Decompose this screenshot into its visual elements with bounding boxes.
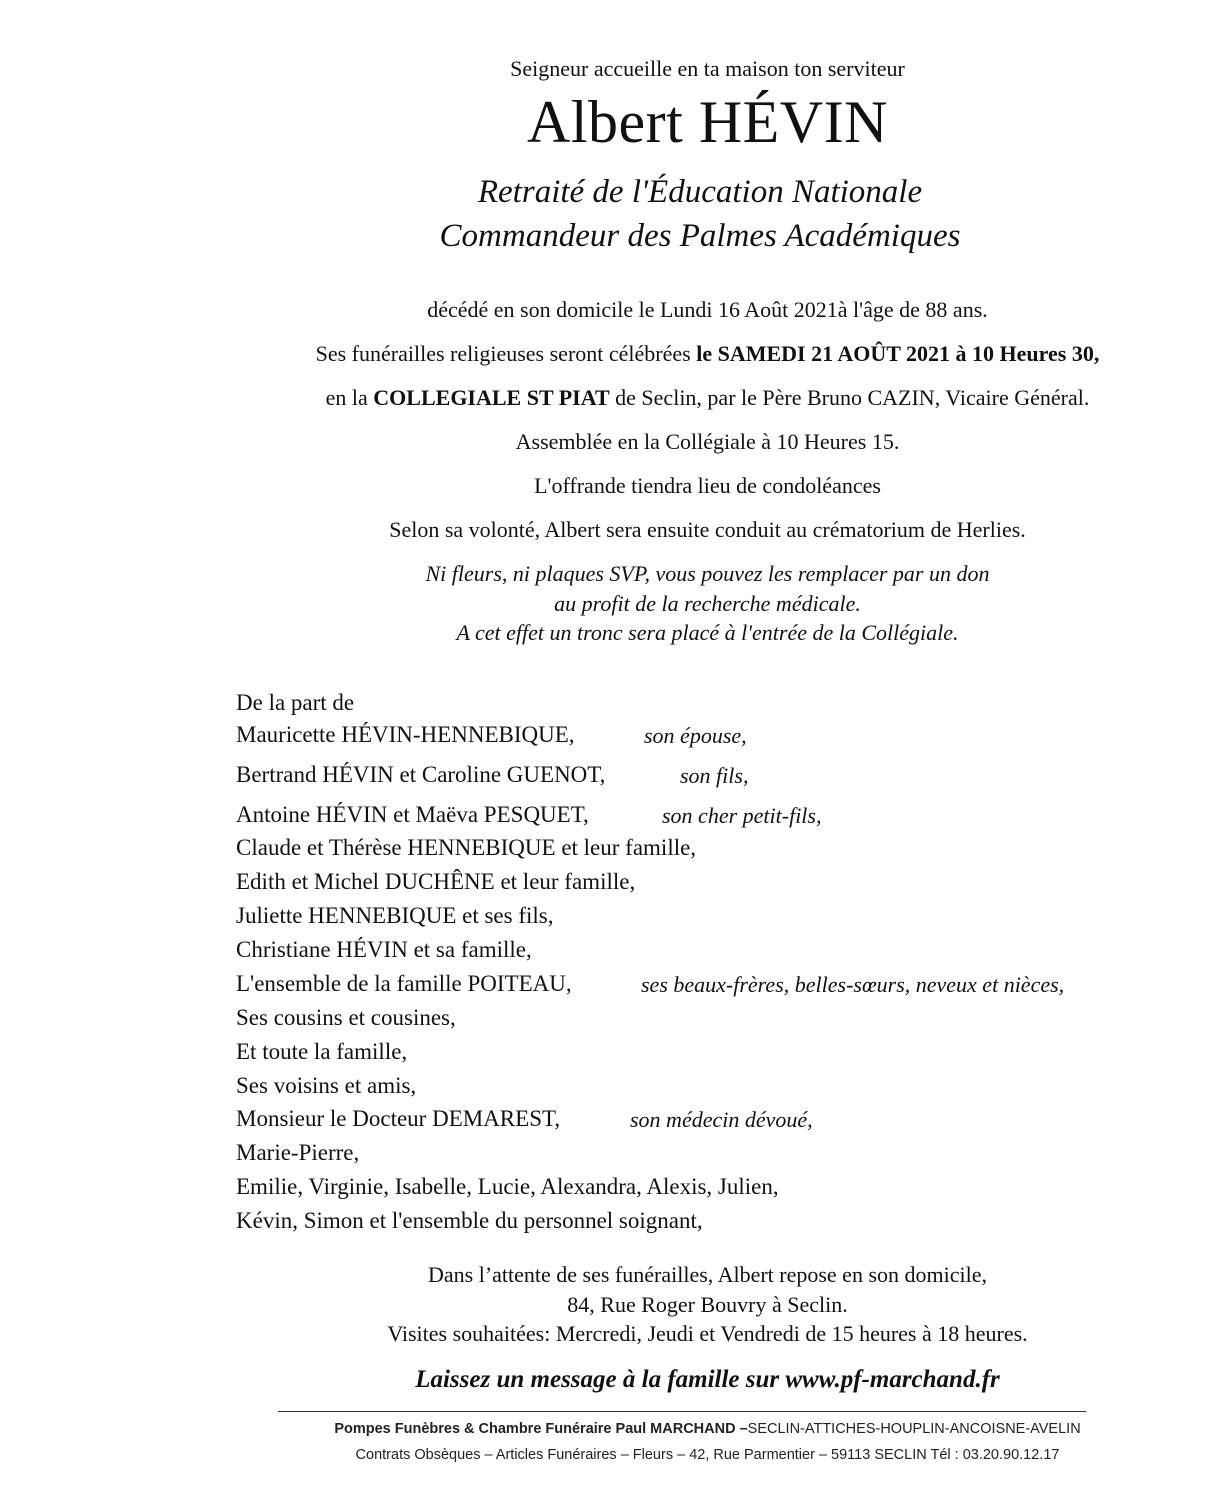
family-line: Ses voisins et amis, — [236, 1073, 417, 1098]
family-line: Christiane HÉVIN et sa famille, — [236, 937, 532, 962]
cremation-line: Selon sa volonté, Albert sera ensuite conduit au crématorium de Herlies. — [389, 517, 1026, 542]
death-line: décédé en son domicile le Lundi 16 Août 2021à l'âge de 88 ans. — [427, 297, 988, 322]
family-line: L'ensemble de la famille POITEAU, ses beaux-frères, belles-sœurs, neveux et nièces, — [236, 971, 1065, 997]
family-line: Mauricette HÉVIN-HENNEBIQUE, son épouse, — [236, 722, 747, 748]
relation: son fils, — [680, 763, 749, 788]
deceased-name: Albert HÉVIN — [527, 89, 888, 155]
family-line: Antoine HÉVIN et Maëva PESQUET, son cher petit-fils, — [236, 802, 822, 828]
footer-company: Pompes Funèbres & Chambre Funéraire Paul MARCHAND – — [334, 1421, 748, 1437]
footer-divider — [278, 1411, 1086, 1412]
intro-line: Seigneur accueille en ta maison ton serviteur — [510, 56, 905, 81]
repose-line-1: Dans l’attente de ses funérailles, Albert repose en son domicile, — [428, 1262, 987, 1287]
family-line: Bertrand HÉVIN et Caroline GUENOT, son fils, — [236, 762, 749, 788]
family-line: Juliette HENNEBIQUE et ses fils, — [236, 903, 554, 928]
family-line: Et toute la famille, — [236, 1039, 408, 1064]
footer-line-2: Contrats Obsèques – Articles Funéraires – Fleurs – 42, Rue Parmentier – 59113 SECLIN Tél : 03.20.90.12.17 — [355, 1447, 1060, 1463]
place-suffix: de Seclin, par le Père Bruno CAZIN, Vicaire Général. — [609, 385, 1090, 410]
funeral-date: le SAMEDI 21 AOÛT 2021 à 10 Heures 30, — [696, 341, 1100, 366]
footer-line-1 — [250, 1421, 1165, 1437]
visits-line: Visites souhaitées: Mercredi, Jeudi et Vendredi de 15 heures à 18 heures. — [387, 1321, 1028, 1346]
message-link[interactable]: Laissez un message à la famille sur www.pf-marchand.fr — [415, 1366, 1000, 1393]
footer-towns: SECLIN-ATTICHES-HOUPLIN-ANCOISNE-AVELIN — [747, 1421, 1081, 1437]
family-line: Monsieur le Docteur DEMAREST, son médecin dévoué, — [236, 1106, 813, 1132]
title-line-2: Commandeur des Palmes Académiques — [439, 218, 961, 254]
relation: son épouse, — [644, 723, 747, 748]
place-line — [250, 385, 1165, 411]
family-line: Claude et Thérèse HENNEBIQUE et leur famille, — [236, 835, 697, 860]
offering-line: L'offrande tiendra lieu de condoléances — [534, 473, 881, 498]
repose-line-2: 84, Rue Roger Bouvry à Seclin. — [567, 1292, 848, 1317]
family-line: Kévin, Simon et l'ensemble du personnel soignant, — [236, 1208, 703, 1233]
assembly-line: Assemblée en la Collégiale à 10 Heures 15. — [515, 429, 900, 454]
funeral-line — [250, 341, 1165, 367]
flowers-note-2: au profit de la recherche médicale. — [554, 591, 861, 616]
relation: son médecin dévoué, — [630, 1107, 813, 1132]
funeral-prefix: Ses funérailles religieuses seront célébrées — [315, 341, 697, 366]
family-line: Edith et Michel DUCHÊNE et leur famille, — [236, 869, 636, 894]
relation: ses beaux-frères, belles-sœurs, neveux et nièces, — [641, 972, 1065, 997]
family-intro: De la part de — [236, 690, 355, 715]
family-line: Marie-Pierre, — [236, 1140, 360, 1165]
flowers-note-3: A cet effet un tronc sera placé à l'entrée de la Collégiale. — [456, 620, 959, 645]
relation: son cher petit-fils, — [662, 803, 822, 828]
family-line: Ses cousins et cousines, — [236, 1005, 456, 1030]
family-line: Emilie, Virginie, Isabelle, Lucie, Alexandra, Alexis, Julien, — [236, 1174, 779, 1199]
title-line-1: Retraité de l'Éducation Nationale — [477, 174, 923, 210]
flowers-note-1: Ni fleurs, ni plaques SVP, vous pouvez les remplacer par un don — [425, 561, 990, 586]
place-name: COLLEGIALE ST PIAT — [373, 385, 610, 410]
place-prefix: en la — [325, 385, 374, 410]
